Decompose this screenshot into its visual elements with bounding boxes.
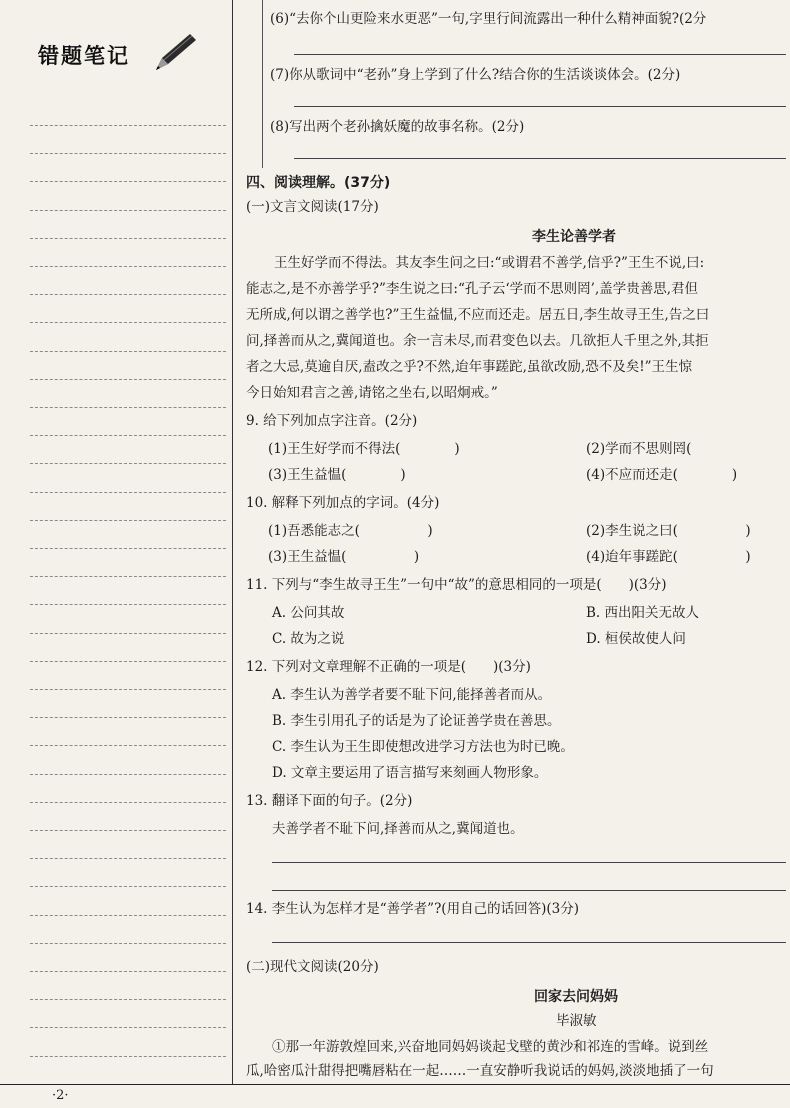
section-heading: 四、阅读理解。(37分) [246,175,391,191]
question-10: 10. 解释下列加点的字词。(4分) [246,495,440,511]
note-line[interactable] [30,971,226,972]
note-line[interactable] [30,576,226,577]
note-line[interactable] [30,633,226,634]
note-line[interactable] [30,717,226,718]
note-line[interactable] [30,999,226,1000]
note-line[interactable] [30,661,226,662]
note-line[interactable] [30,520,226,521]
note-line[interactable] [30,802,226,803]
q11-option[interactable]: B. 西出阳关无故人 [586,605,700,621]
essay-line: ①那一年游敦煌回来,兴奋地同妈妈谈起戈壁的黄沙和祁连的雪峰。说到丝 [272,1039,709,1055]
question-8: (8)写出两个老孙擒妖魔的故事名称。(2分) [270,119,525,135]
page-footer [0,1084,790,1108]
passage-line: 今日始知君言之善,请铭之坐右,以昭炯戒。” [246,385,498,401]
note-line[interactable] [30,830,226,831]
q10-item[interactable]: (3)王生益愠( ) [268,549,420,565]
q9-item[interactable]: (2)学而不思则罔( [586,441,746,457]
note-line[interactable] [30,266,226,267]
question-12: 12. 下列对文章理解不正确的一项是( )(3分) [246,659,531,675]
notes-margin [0,0,232,1085]
q9-item[interactable]: (4)不应而还走( ) [586,467,738,483]
note-line[interactable] [30,463,226,464]
note-line[interactable] [30,604,226,605]
passage-line: 者之大忌,莫逾自厌,盍改之乎?不然,迨年事蹉跎,虽欲改励,恐不及矣!”王生惊 [246,359,693,375]
answer-area-divider [262,0,263,168]
passage-line: 王生好学而不得法。其友李生问之曰:“或谓君不善学,信乎?”王生不说,曰: [274,255,705,271]
pencil-icon [150,30,200,74]
note-line[interactable] [30,181,226,182]
note-line[interactable] [30,210,226,211]
note-line[interactable] [30,322,226,323]
question-14: 14. 李生认为怎样才是“善学者”?(用自己的话回答)(3分) [246,901,579,917]
q11-option[interactable]: C. 故为之说 [272,631,345,647]
question-7: (7)你从歌词中“老孙”身上学到了什么?结合你的生活谈谈体会。(2分) [270,67,681,83]
margin-divider [232,0,233,1085]
passage-title: 李生论善学者 [532,229,616,245]
q10-item[interactable]: (2)李生说之曰( ) [586,523,751,539]
q12-option[interactable]: A. 李生认为善学者要不耻下问,能择善者而从。 [272,687,552,703]
answer-line[interactable] [294,158,786,159]
answer-line[interactable] [272,862,786,863]
note-line[interactable] [30,153,226,154]
question-13: 13. 翻译下面的句子。(2分) [246,793,413,809]
q12-option[interactable]: B. 李生引用孔子的话是为了论证善学贵在善思。 [272,713,561,729]
answer-line[interactable] [294,106,786,107]
subsection-heading: (二)现代文阅读(20分) [246,959,379,975]
note-line[interactable] [30,858,226,859]
page-number: ·2· [52,1088,69,1103]
note-line[interactable] [30,745,226,746]
note-line[interactable] [30,915,226,916]
note-line[interactable] [30,689,226,690]
note-line[interactable] [30,943,226,944]
answer-line[interactable] [294,54,786,55]
question-6: (6)“去你个山更险来水更恶”一句,字里行间流露出一种什么精神面貌?(2分 [270,11,707,27]
q9-item[interactable]: (1)王生好学而不得法( ) [268,441,460,457]
q12-option[interactable]: D. 文章主要运用了语言描写来刻画人物形象。 [272,765,548,781]
q9-item[interactable]: (3)王生益愠( ) [268,467,406,483]
q11-option[interactable]: A. 公问其故 [272,605,345,621]
question-11: 11. 下列与“李生故寻王生”一句中“故”的意思相同的一项是( )(3分) [246,577,667,593]
q13-sentence: 夫善学者不耻下问,择善而从之,冀闻道也。 [272,821,524,837]
note-line[interactable] [30,886,226,887]
note-line[interactable] [30,351,226,352]
note-line[interactable] [30,294,226,295]
passage-line: 问,择善而从之,冀闻道也。余一言未尽,而君变色以去。几欲拒人千里之外,其拒 [246,333,709,349]
notes-title: 错题笔记 [38,44,130,68]
note-line[interactable] [30,774,226,775]
note-line[interactable] [30,548,226,549]
q10-item[interactable]: (1)吾悉能志之( ) [268,523,433,539]
note-line[interactable] [30,1056,226,1057]
note-line[interactable] [30,238,226,239]
footer-rule [0,1084,790,1085]
note-line[interactable] [30,435,226,436]
answer-line[interactable] [272,890,786,891]
passage-line: 能志之,是不亦善学乎?”李生说之曰:“孔子云‘学而不思则罔’,盖学贵善思,君但 [246,281,699,297]
essay-line: 瓜,哈密瓜汁甜得把嘴唇粘在一起……一直安静听我说话的妈妈,淡淡地插了一句 [246,1063,714,1079]
note-line[interactable] [30,407,226,408]
subsection-heading: (一)文言文阅读(17分) [246,199,379,215]
q11-option[interactable]: D. 桓侯故使人问 [586,631,686,647]
note-line[interactable] [30,379,226,380]
essay-author: 毕淑敏 [556,1013,597,1029]
passage-line: 无所成,何以谓之善学也?”王生益愠,不应而还走。居五日,李生故寻王生,告之曰 [246,307,710,323]
answer-line[interactable] [272,942,786,943]
note-line[interactable] [30,1027,226,1028]
question-9: 9. 给下列加点字注音。(2分) [246,413,418,429]
note-line[interactable] [30,125,226,126]
q12-option[interactable]: C. 李生认为王生即使想改进学习方法也为时已晚。 [272,739,574,755]
note-line[interactable] [30,492,226,493]
essay-title: 回家去问妈妈 [534,989,618,1005]
q10-item[interactable]: (4)迨年事蹉跎( ) [586,549,751,565]
